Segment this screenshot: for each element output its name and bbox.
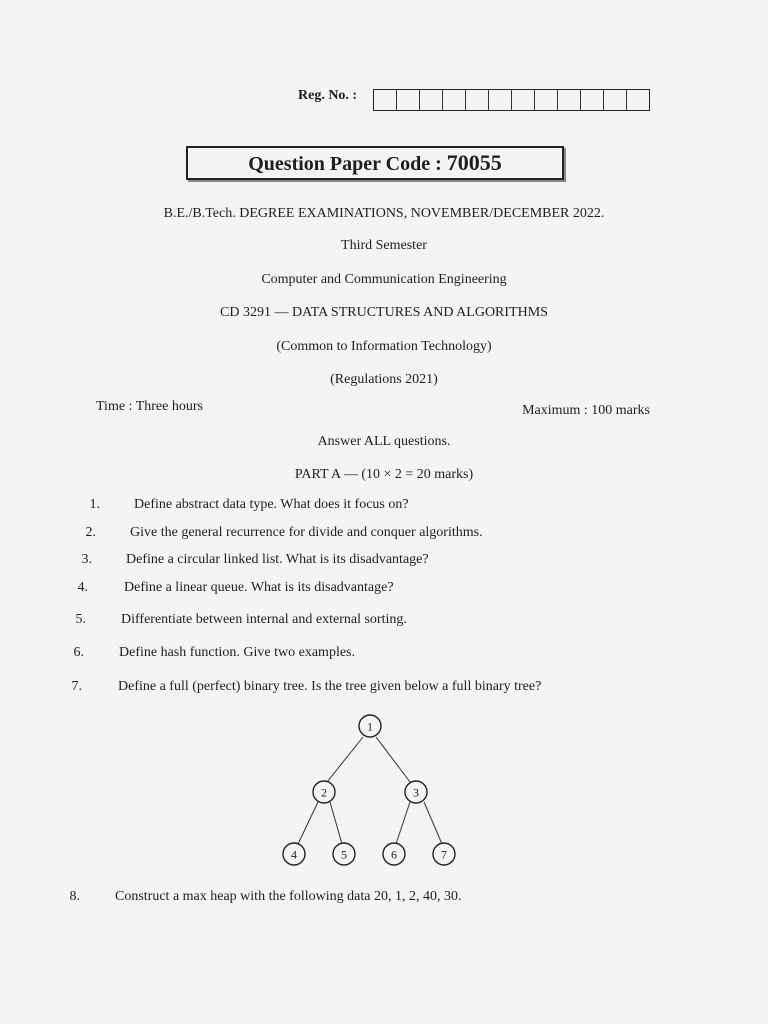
question-3 [81,552,429,568]
tree-edge-2-4 [298,802,318,844]
question-4 [77,580,394,596]
reg-no-box [489,90,512,110]
question-text: Differentiate between internal and external sorting. [121,612,407,627]
tree-edge-3-7 [424,802,442,844]
semester: Third Semester [341,238,427,253]
question-1 [89,497,409,513]
question-5 [75,612,407,628]
question-6 [73,645,355,661]
tree-node-3 [405,781,427,803]
question-text: Define a linear queue. What is its disadvantage? [124,580,394,595]
tree-node-5 [333,843,355,865]
tree-node-2 [313,781,335,803]
reg-no-box [535,90,558,110]
time-allowed: Time : Three hours [96,399,203,414]
department: Computer and Communication Engineering [261,272,507,287]
reg-no-box [581,90,604,110]
question-8 [69,889,462,905]
maximum-marks: Maximum : 100 marks [522,403,650,418]
reg-no-box [420,90,443,110]
question-number: 6. [73,645,84,660]
question-7 [71,679,542,695]
question-text: Define abstract data type. What does it focus on? [134,497,409,512]
reg-no-box [558,90,581,110]
question-text: Give the general recurrence for divide and conquer algorithms. [130,525,483,540]
question-number: 3. [81,552,92,567]
tree-edge-3-6 [396,802,410,844]
question-text: Define a full (perfect) binary tree. Is the tree given below a full binary tree? [118,679,542,694]
tree-node-label: 5 [341,847,347,862]
tree-node-label: 4 [291,847,297,862]
reg-no-box [604,90,627,110]
paper-code-label: Question Paper Code : [248,153,442,175]
question-text: Define a circular linked list. What is its disadvantage? [126,552,429,567]
reg-no-box [627,90,649,110]
tree-node-label: 3 [413,785,419,800]
reg-no-box [443,90,466,110]
question-number: 7. [71,679,82,694]
tree-node-label: 2 [321,785,327,800]
question-number: 1. [89,497,100,512]
reg-no-label: Reg. No. : [298,88,358,103]
regulations: (Regulations 2021) [330,372,438,387]
reg-no-box [374,90,397,110]
paper-code: 70055 [446,150,502,175]
question-2 [85,525,483,541]
course-title: CD 3291 — DATA STRUCTURES AND ALGORITHMS [220,305,548,320]
tree-node-4 [283,843,305,865]
tree-node-label: 1 [367,719,373,734]
question-text: Define hash function. Give two examples. [119,645,355,660]
common-note: (Common to Information Technology) [276,339,492,354]
part-heading: PART A — (10 × 2 = 20 marks) [294,467,474,482]
reg-no-box [397,90,420,110]
tree-node-1 [359,715,381,737]
tree-edge-1-2 [327,737,363,782]
reg-no-box [512,90,535,110]
tree-node-label: 6 [391,847,397,862]
question-number: 5. [75,612,86,627]
reg-no-box [466,90,489,110]
question-paper-code-box [186,146,564,180]
tree-edge-1-3 [376,737,410,782]
question-number: 8. [69,889,80,904]
instructions: Answer ALL questions. [317,434,451,449]
tree-node-label: 7 [441,847,447,862]
tree-edge-2-5 [330,802,342,844]
tree-node-6 [383,843,405,865]
exam-title: B.E./B.Tech. DEGREE EXAMINATIONS, NOVEMBER/DECEMBER 2022. [163,206,605,221]
binary-tree-diagram [270,706,470,876]
tree-node-7 [433,843,455,865]
question-number: 2. [85,525,96,540]
question-number: 4. [77,580,88,595]
question-text: Construct a max heap with the following data 20, 1, 2, 40, 30. [115,889,462,904]
reg-no-boxes [373,89,650,111]
